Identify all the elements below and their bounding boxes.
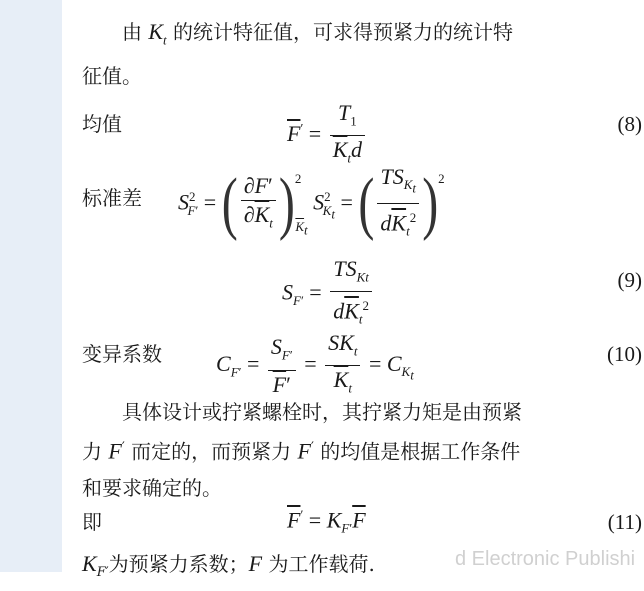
intro-text-middle: 的统计特征值，可求得预紧力的统计特 (166, 20, 514, 44)
sf-formula: $S_{F'}$ = $\frac{TS_{Kt}}{d\overline{K}_t^2}$ (282, 256, 375, 333)
equation-label-11: 即 (82, 510, 102, 534)
equation-number-10: (10) (607, 342, 642, 366)
preload-formula: $\overline{F}' = K_{F'}\overline{F}$ (287, 507, 366, 536)
watermark-text: d Electronic Publishi (455, 548, 636, 570)
body-paragraph: 具体设计或拧紧螺栓时，其拧紧力矩是由预紧 力 F′ 而定的，而预紧力 F′ 的均值是根据工作条件 和要求确定的。 (82, 394, 622, 506)
equation-row-cv (82, 330, 642, 397)
document-page (62, 0, 644, 580)
body-line-2b: 而定的，而预紧力 (124, 439, 298, 464)
body-line-3: 和要求确定的。 (82, 475, 222, 500)
equation-row-11 (82, 504, 642, 540)
intro-paragraph (82, 14, 622, 94)
equation-number-11: (11) (607, 510, 642, 534)
intro-text-end: 征值。 (82, 64, 142, 89)
equation-label-stddev: 标准差 (82, 186, 142, 210)
equation-row-mean (82, 100, 642, 166)
body-line-2c: 的均值是根据工作条件 (313, 439, 521, 464)
body-line-2a: 力 (82, 439, 109, 464)
intro-kt-symbol: $K_t$ (148, 19, 167, 48)
body-line-1: 具体设计或拧紧螺栓时，其拧紧力矩是由预紧 (122, 400, 522, 424)
equation-row-stddev (82, 164, 642, 243)
last-line: $K_{F'}$为预紧力系数；F 为工作载荷. (82, 551, 375, 580)
intro-text-start: 由 (122, 20, 142, 44)
equation-number-9: (9) (617, 268, 642, 292)
equation-number-8: (8) (617, 112, 642, 136)
mean-formula: $\overline{F}'$ = $\frac{T_1}{\overline{K}_td}$ (287, 100, 368, 172)
equation-label-mean: 均值 (82, 112, 122, 136)
stddev-formula: $S^2_{F'}$ = ( $\frac{\partial F'}{\partial\overline{K}_t}$ )$^2_{\overline{K}_t}$ $S^2_{K_t}$ = ( $\frac{TS_{K_t}}{d\overline{K}_t^2}$ )$^2$ (178, 164, 445, 243)
equation-label-cv: 变异系数 (82, 342, 162, 366)
cv-formula: $C_{F'}$ = $\frac{S_{F'}}{\overline{F}'}$ = $\frac{SK_t}{\overline{K}_t}$ = $C_{K_t}$ (216, 330, 414, 397)
equation-row-9 (82, 256, 642, 328)
